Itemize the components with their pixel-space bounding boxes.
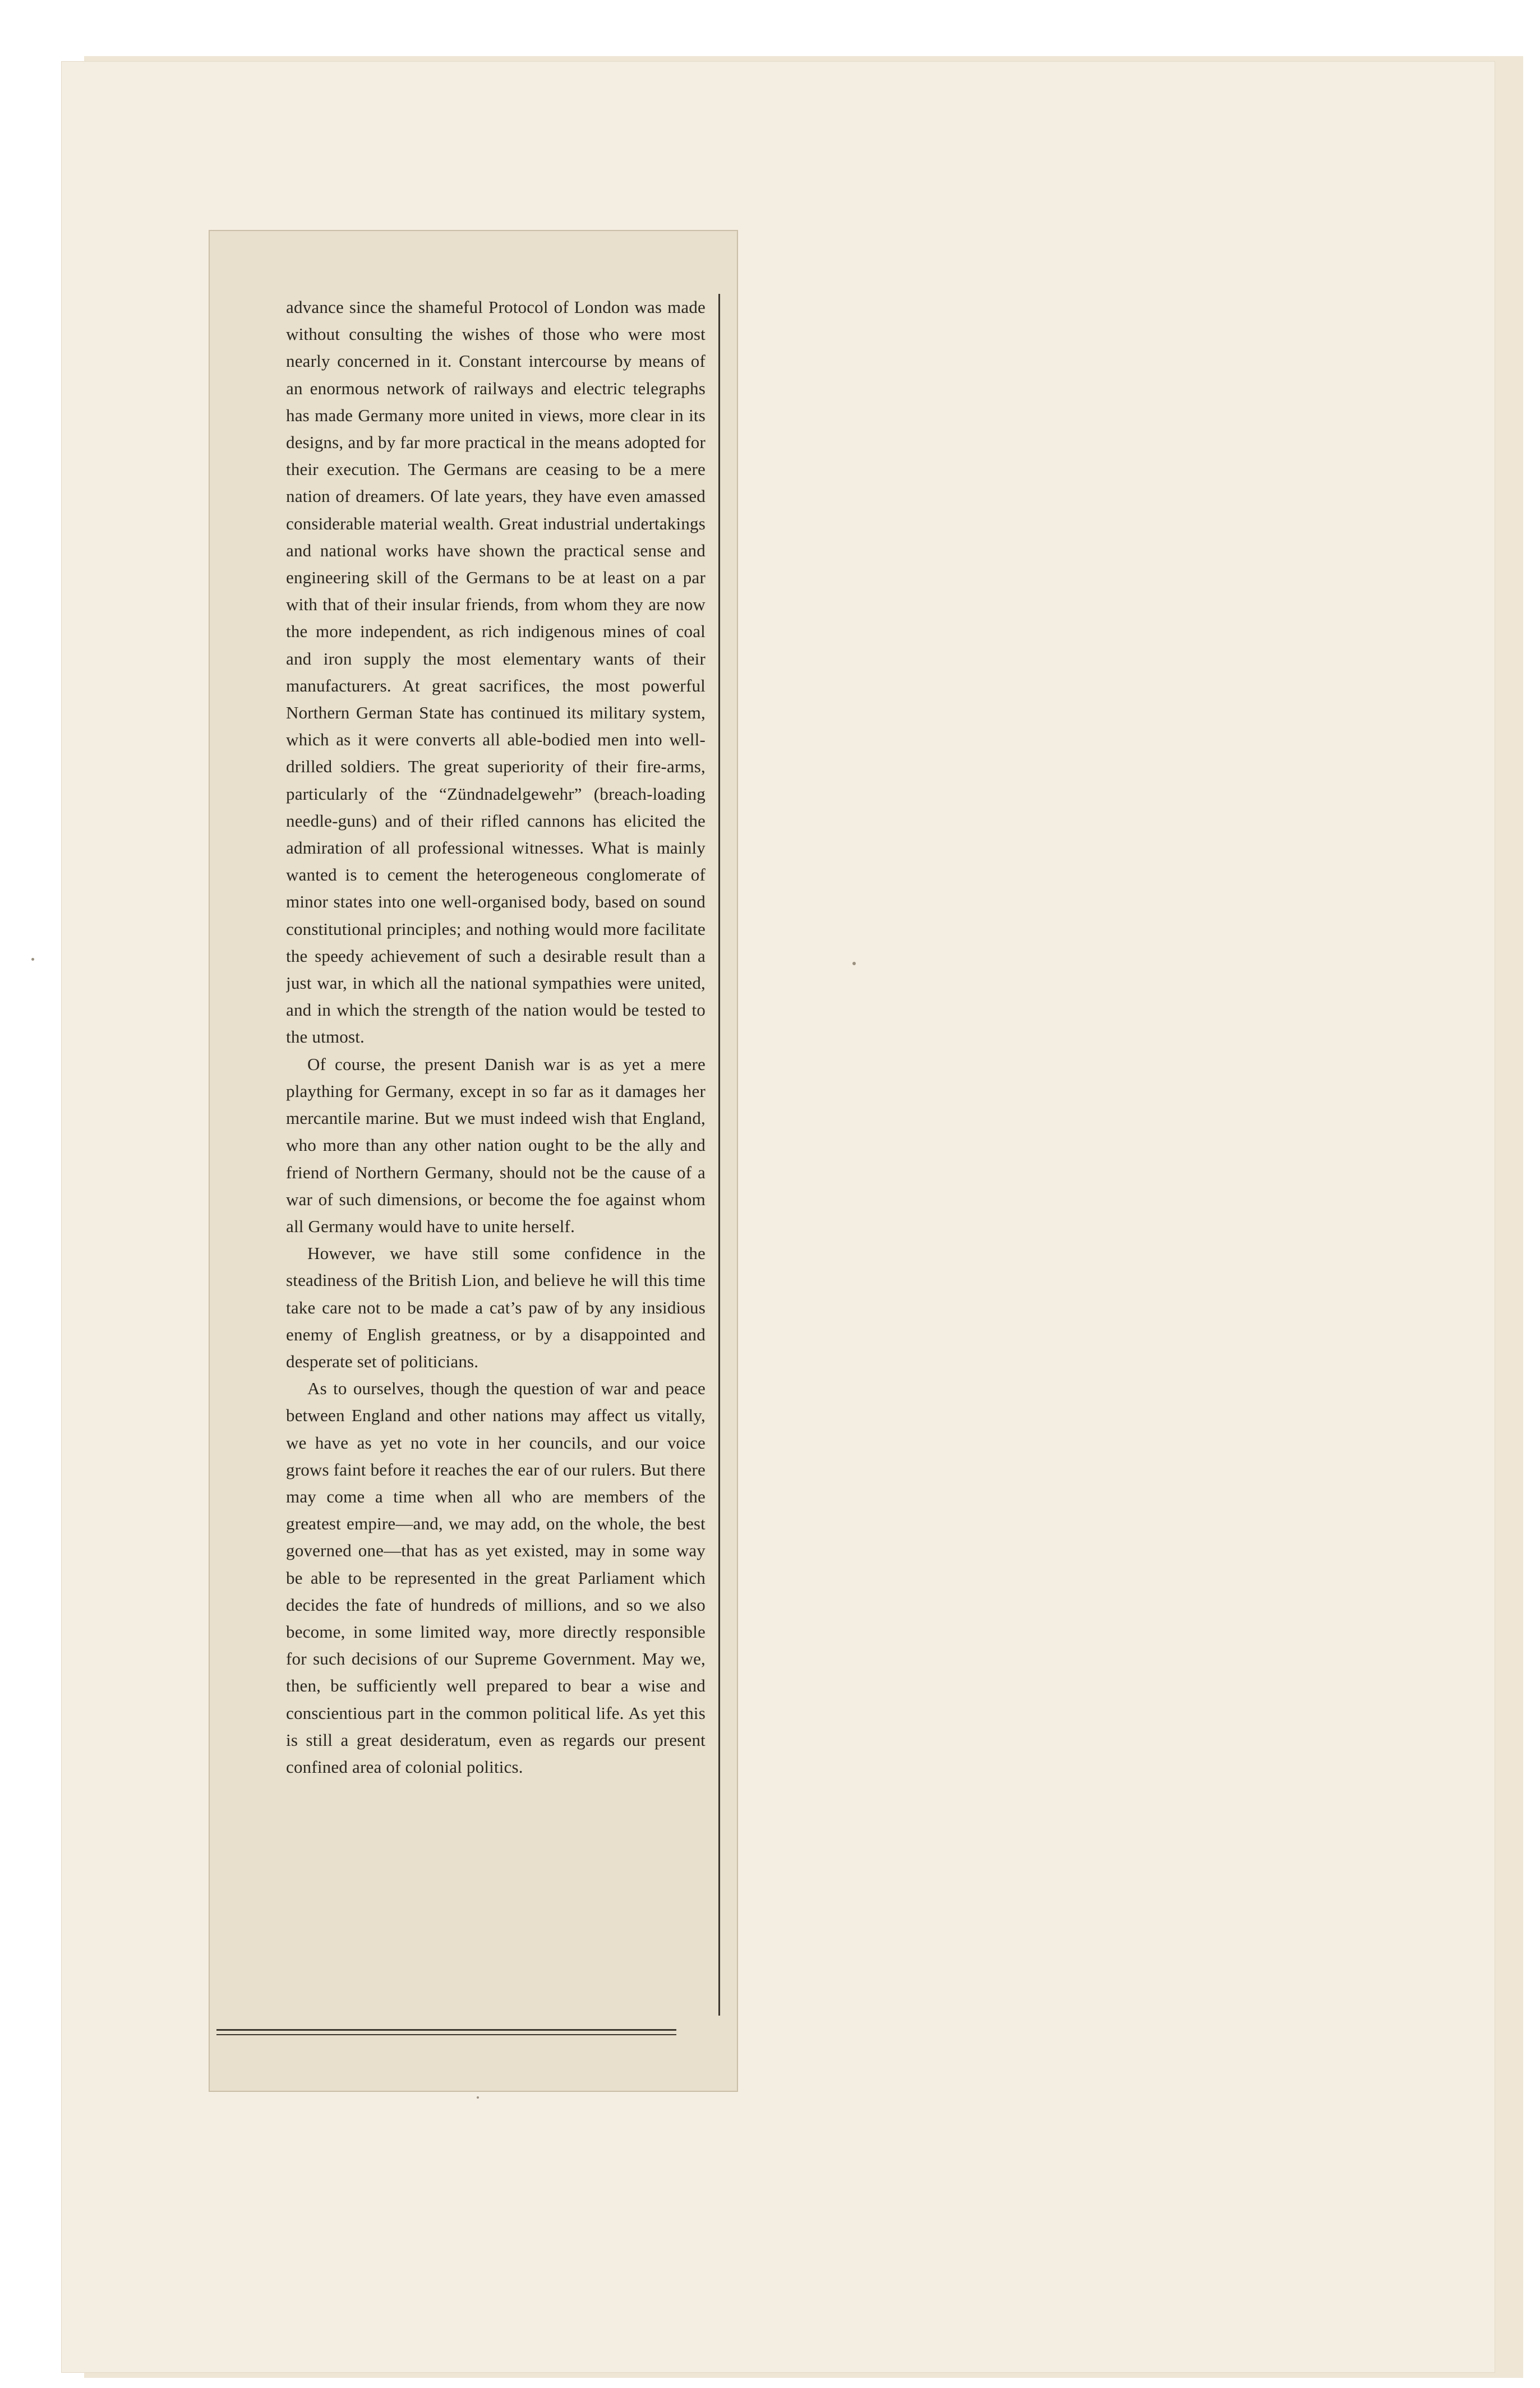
newspaper-clipping [209, 230, 738, 2092]
article-paragraph-2: Of course, the present Danish war is as yet a mere plaything for Germany, except in so far as it damages her mercantile marine. But we must indeed wish that England, who more than any other nation ought to be the ally and friend of Northern Germany, should not be the cause of a war of such dimensions, or become the foe against whom all Germany would have to unite herself. [286, 1054, 706, 1236]
paper-speck [477, 2096, 479, 2099]
paper-speck [852, 962, 856, 965]
article-end-rule [216, 2029, 676, 2035]
column-rule [718, 294, 720, 2016]
paper-speck [31, 958, 34, 961]
article-paragraph-3: However, we have still some confidence in the steadiness of the British Lion, and believe he will this time take care not to be made a cat’s paw of by any insidious enemy of English greatness, or by a disappointed and desperate set of politicians. [286, 1243, 706, 1371]
article-paragraph-4: As to ourselves, though the question of war and peace between England and other nations may affect us vitally, we have as yet no vote in her councils, and our voice grows faint before it reaches the ear of our rulers. But there may come a time when all who are members of the greatest empire—and, we may add, on the whole, the best governed one—that has as yet existed, may in some way be able to be represented in the great Parliament which decides the fate of hundreds of millions, and so we also become, in some limited way, more directly responsible for such decisions of our Supreme Government. May we, then, be sufficiently well prepared to bear a wise and conscientious part in the common political life. As yet this is still a great desideratum, even as regards our present confined area of colonial politics. [286, 1379, 706, 1777]
article-text-column [286, 294, 706, 2027]
article-paragraph-1: advance since the shameful Protocol of London was made without consulting the wishes of those who were most nearly concerned in it. Constant intercourse by means of an enormous network of railways and electric telegraphs has made Germany more united in views, more clear in its designs, and by far more practical in the means adopted for their execution. The Germans are ceasing to be a mere nation of dreamers. Of late years, they have even amassed considerable material wealth. Great industrial undertakings and national works have shown the practical sense and engineering skill of the Germans to be at least on a par with that of their insular friends, from whom they are now the more independent, as rich indigenous mines of coal and iron supply the most elementary wants of their manufacturers. At great sacrifices, the most powerful Northern German State has continued its military system, which as it were converts all able-bodied men into well-drilled soldiers. The great superiority of their fire-arms, particularly of the “Zündnadelgewehr” (breach-loading needle-guns) and of their rifled cannons has elicited the admiration of all professional witnesses. What is mainly wanted is to cement the heterogeneous conglomerate of minor states into one well-organised body, based on sound constitutional principles; and nothing would more facilitate the speedy achievement of such a desirable result than a just war, in which all the national sympathies were united, and in which the strength of the nation would be tested to the utmost. [286, 297, 706, 1047]
